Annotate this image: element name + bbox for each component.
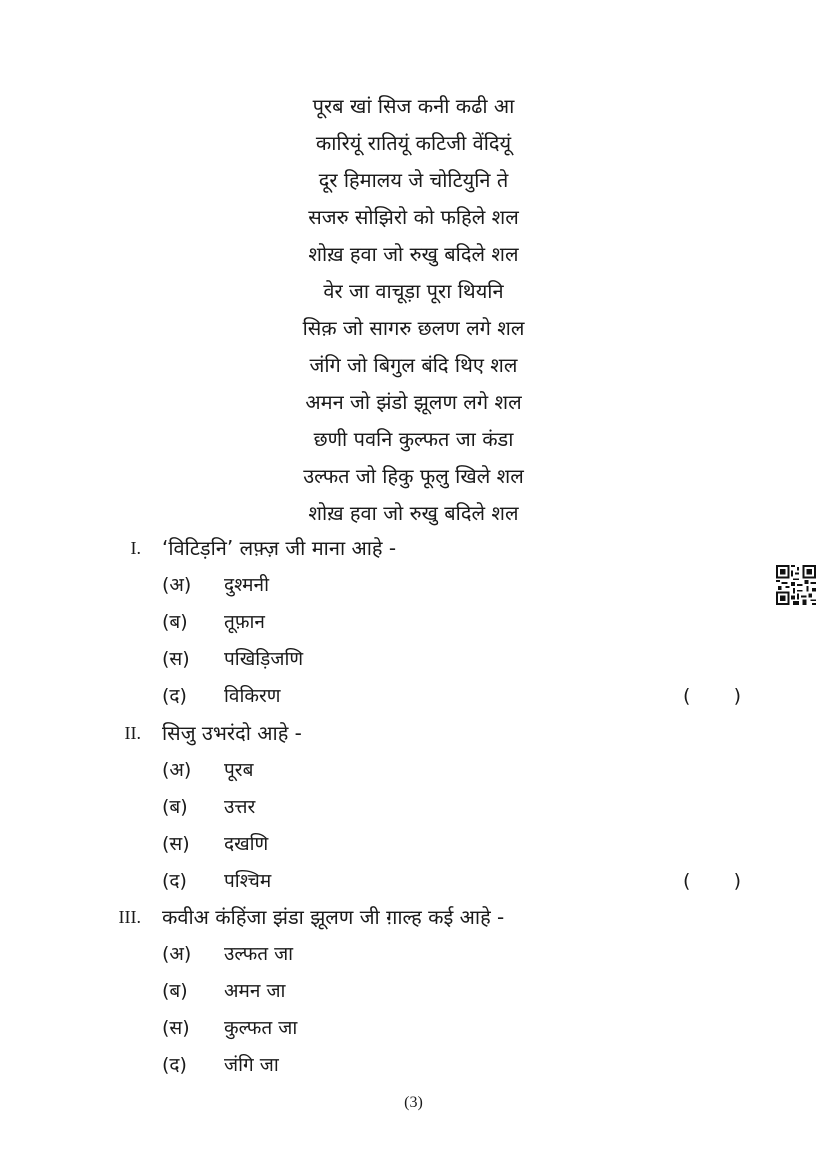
question-2 (0, 715, 827, 900)
poem-line: दूर हिमालय जे चोटियुनि ते (318, 168, 509, 192)
poem-line: छणी पवनि कुल्फत जा कंडा (313, 427, 514, 451)
answer-box[interactable] (683, 863, 741, 900)
option-letter: (स) (162, 1017, 190, 1039)
qr-code-icon (776, 565, 816, 605)
question-number: I. (130, 538, 141, 558)
poem-line: उल्फत जो हिकु फूलु खिले शल (303, 464, 524, 488)
option[interactable] (0, 936, 827, 973)
page-number: (3) (404, 1094, 423, 1111)
option-letter: (स) (162, 648, 190, 670)
question-number: III. (118, 907, 141, 927)
option[interactable] (0, 567, 827, 604)
question-header (0, 899, 827, 936)
answer-close-paren: ) (733, 870, 741, 892)
option-text: उल्फत जा (224, 943, 294, 965)
question-header (0, 715, 827, 752)
poem-line: कारियूं रातियूं कटिजी वेंदियूं (315, 131, 512, 155)
answer-box[interactable] (683, 678, 741, 715)
option-letter: (द) (162, 870, 187, 892)
option-text: दुश्मनी (224, 574, 269, 596)
option-letter: (अ) (162, 943, 192, 965)
poem-line: सजरु सोझिरो को फहिले शल (308, 205, 519, 229)
answer-open-paren: ( (683, 685, 691, 707)
option-text: पखिड़िजणि (224, 648, 304, 670)
answer-close-paren: ) (733, 685, 741, 707)
option-letter: (द) (162, 1054, 187, 1076)
poem-line: जंगि जो बिगुल बंदि थिए शल (309, 353, 518, 377)
question-3 (0, 899, 827, 1084)
option[interactable] (0, 678, 827, 715)
poem (0, 88, 827, 532)
poem-line: शोख़ हवा जो रुखु बदिले शल (308, 501, 519, 525)
option-letter: (अ) (162, 574, 192, 596)
option-text: उत्तर (224, 796, 256, 818)
option-letter: (स) (162, 833, 190, 855)
question-text: सिजु उभरंदो आहे - (162, 721, 302, 745)
option[interactable] (0, 1047, 827, 1084)
option-letter: (अ) (162, 759, 192, 781)
question-header (0, 530, 827, 567)
option-text: विकिरण (224, 685, 281, 707)
option-letter: (ब) (162, 611, 188, 633)
option-text: पश्चिम (224, 870, 272, 892)
question-text: ‘विटिड़नि’ लफ़्ज़ जी माना आहे - (162, 536, 397, 560)
poem-line: वेर जा वाचूड़ा पूरा थियनि (323, 279, 504, 303)
poem-line: पूरब खां सिज कनी कढी आ (312, 94, 515, 118)
option-text: तूफ़ान (224, 611, 265, 633)
option[interactable] (0, 604, 827, 641)
option-letter: (ब) (162, 796, 188, 818)
option-text: पूरब (224, 759, 254, 781)
option[interactable] (0, 641, 827, 678)
option-text: दखणि (224, 833, 269, 855)
option[interactable] (0, 826, 827, 863)
option-text: कुल्फत जा (224, 1017, 298, 1039)
option-text: जंगि जा (224, 1054, 279, 1076)
option-letter: (द) (162, 685, 187, 707)
option[interactable] (0, 789, 827, 826)
poem-line: शोख़ हवा जो रुखु बदिले शल (308, 242, 519, 266)
option[interactable] (0, 1010, 827, 1047)
option[interactable] (0, 973, 827, 1010)
poem-line: सिक़ जो सागरु छलण लगे शल (302, 316, 525, 340)
answer-open-paren: ( (683, 870, 691, 892)
poem-line: अमन जो झंडो झूलण लगे शल (305, 390, 522, 414)
option[interactable] (0, 752, 827, 789)
option-letter: (ब) (162, 980, 188, 1002)
option-text: अमन जा (224, 980, 286, 1002)
option[interactable] (0, 863, 827, 900)
question-text: कवीअ कंहिंजा झंडा झूलण जी ग़ाल्ह कई आहे - (162, 905, 505, 929)
question-1 (0, 530, 827, 715)
question-number: II. (124, 723, 141, 743)
